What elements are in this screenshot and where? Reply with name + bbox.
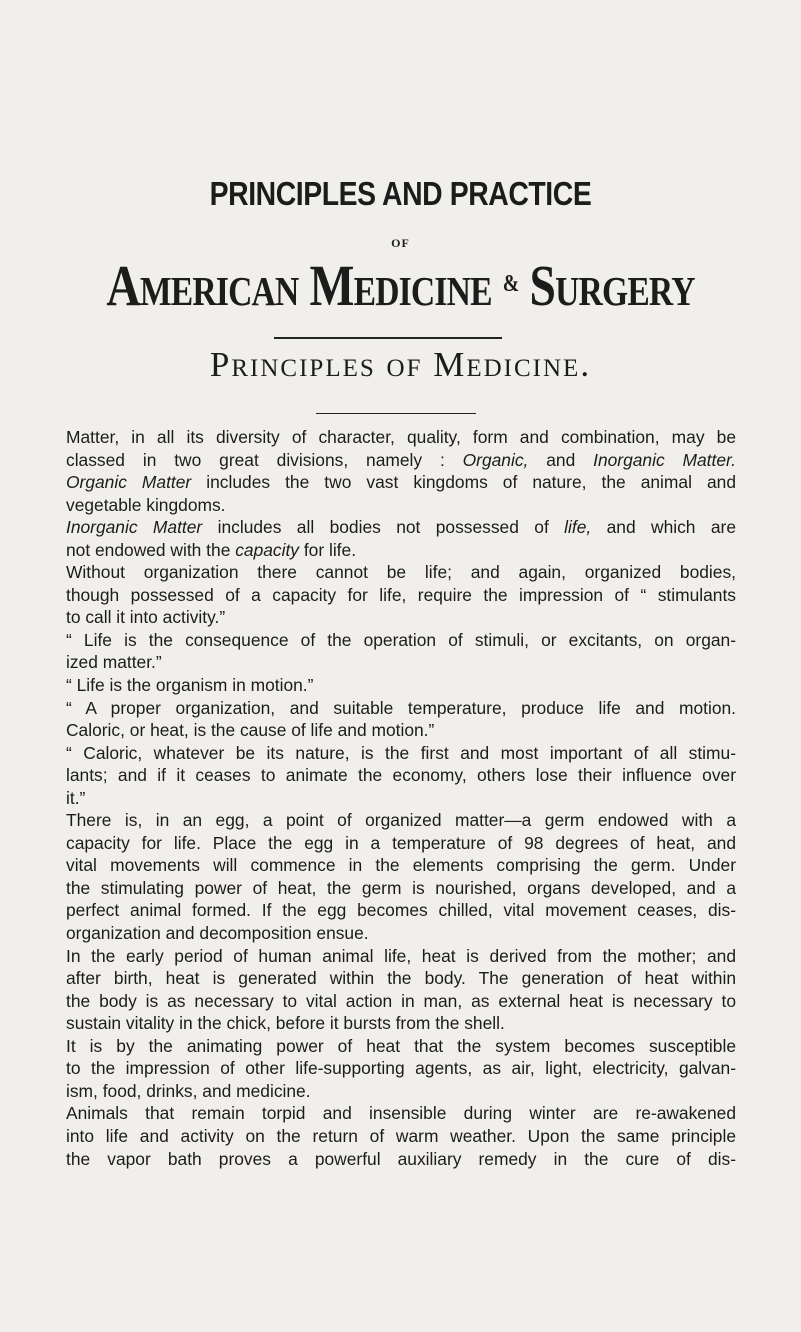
text-line: to call it into activity.” xyxy=(66,607,226,628)
text-line: “ A proper organization, and suitable temperature, produce life and motion. xyxy=(66,697,736,718)
text-line: not endowed with the capacity for life. xyxy=(66,539,357,560)
ampersand: & xyxy=(502,271,519,297)
text-line: the vapor bath proves a powerful auxiliary remedy in the cure of dis- xyxy=(66,1148,736,1169)
text-line: vital movements will commence in the elements comprising the germ. Under xyxy=(66,855,736,876)
text-line: It is by the animating power of heat that the system becomes susceptible xyxy=(66,1035,736,1056)
text-line: organization and decomposition ensue. xyxy=(66,923,369,944)
section-heading: Principles of Medicine. xyxy=(209,345,592,384)
text-line: the stimulating power of heat, the germ is nourished, organs developed, and a xyxy=(66,877,736,898)
text-line: “ Life is the consequence of the operation of stimuli, or excitants, on organ- xyxy=(66,629,736,650)
text-line: Animals that remain torpid and insensible during winter are re-awakened xyxy=(66,1103,736,1124)
text-line: to the impression of other life-supporting agents, as air, light, electricity, galvan- xyxy=(66,1058,736,1079)
text-line: classed in two great divisions, namely : Organic, and Inorganic Matter. xyxy=(66,449,736,470)
text-line: capacity for life. Place the egg in a temperature of 98 degrees of heat, and xyxy=(66,832,736,853)
text-line: ism, food, drinks, and medicine. xyxy=(66,1080,311,1101)
text-line: Matter, in all its diversity of character, quality, form and combination, may be xyxy=(66,427,736,447)
text-line: Inorganic Matter includes all bodies not possessed of life, and which are xyxy=(66,517,736,538)
divider-rule xyxy=(274,337,502,339)
text-line: lants; and if it ceases to animate the economy, others lose their influence over xyxy=(66,765,736,786)
text-line: perfect animal formed. If the egg becomes chilled, vital movement ceases, dis- xyxy=(66,900,736,921)
title-part-b: Surgery xyxy=(529,253,695,318)
text-line: Without organization there cannot be life; and again, organized bodies, xyxy=(66,562,736,583)
text-line: after birth, heat is generated within the body. The generation of heat within xyxy=(66,968,736,989)
text-line: “ Life is the organism in motion.” xyxy=(66,675,314,696)
divider-rule-short xyxy=(316,413,476,414)
text-line: ized matter.” xyxy=(66,652,162,673)
text-line: though possessed of a capacity for life, require the impression of “ stimulants xyxy=(66,584,736,605)
title-part-a: American Medicine xyxy=(106,253,492,318)
text-line: vegetable kingdoms. xyxy=(66,494,226,515)
text-line: sustain vitality in the chick, before it bursts from the shell. xyxy=(66,1013,505,1034)
text-line: it.” xyxy=(66,787,86,808)
text-line: the body is as necessary to vital action in man, as external heat is necessary to xyxy=(66,990,736,1011)
title-line-1: PRINCIPLES AND PRACTICE xyxy=(209,175,592,212)
text-line: “ Caloric, whatever be its nature, is the first and most important of all stimu- xyxy=(66,742,736,763)
body-text xyxy=(66,426,736,1170)
book-title xyxy=(72,252,729,319)
text-line: Organic Matter includes the two vast kingdoms of nature, the animal and xyxy=(66,472,736,493)
text-line: In the early period of human animal life, heat is derived from the mother; and xyxy=(66,945,736,966)
title-of: OF xyxy=(391,236,410,250)
text-line: There is, in an egg, a point of organized matter—a germ endowed with a xyxy=(66,810,736,831)
text-line: Caloric, or heat, is the cause of life and motion.” xyxy=(66,720,435,741)
text-line: into life and activity on the return of warm weather. Upon the same principle xyxy=(66,1125,736,1146)
